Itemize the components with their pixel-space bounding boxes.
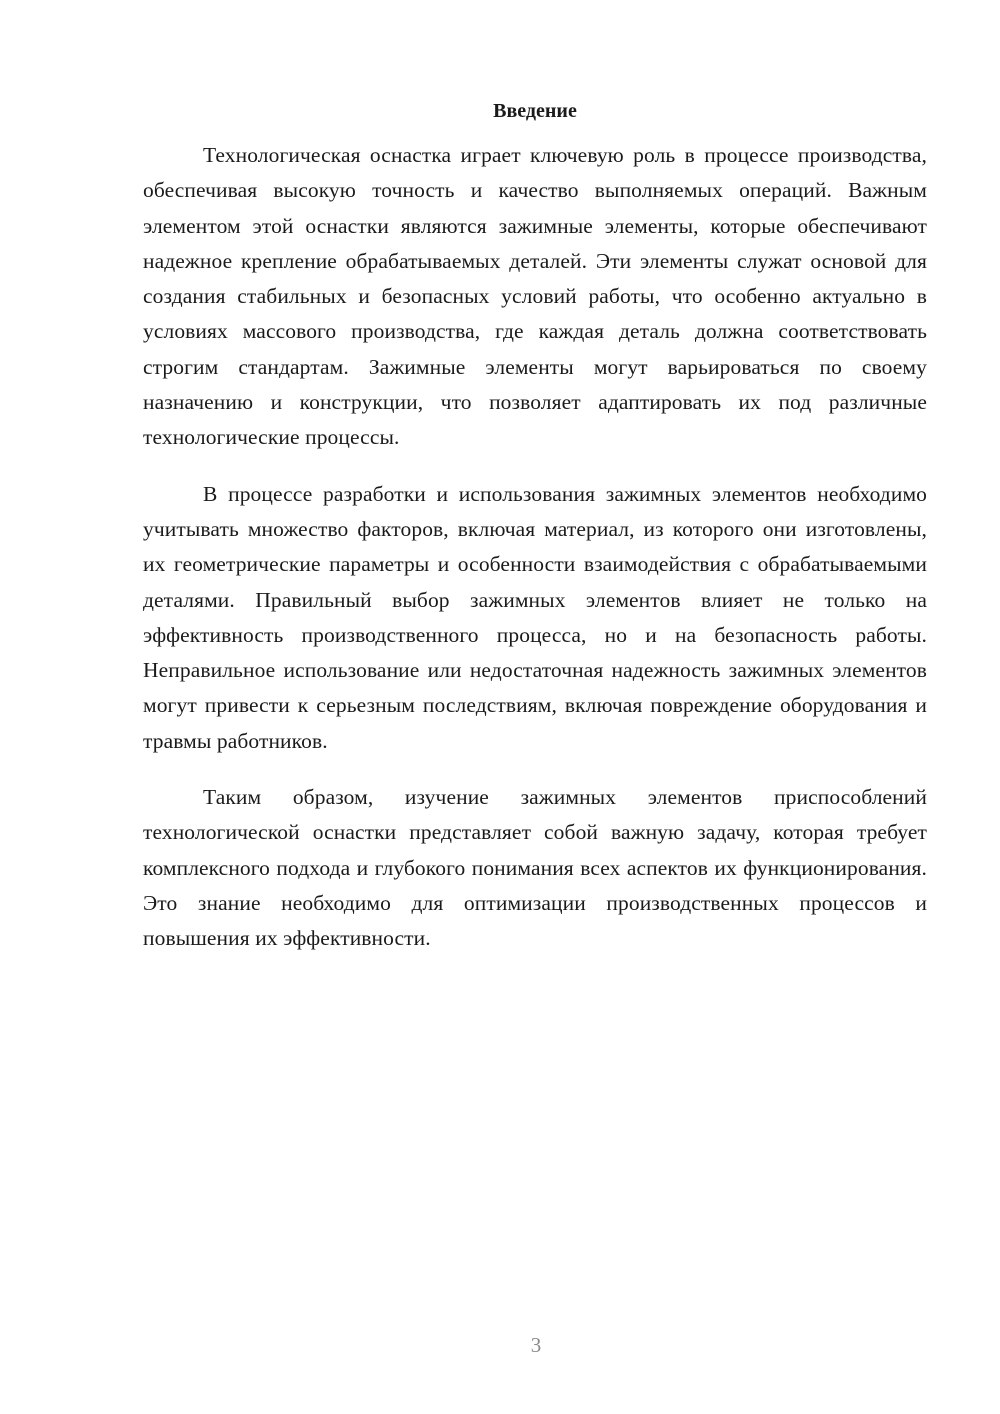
paragraph-3: Таким образом, изучение зажимных элементов приспособлений технологической оснастки представляет собой важную задачу, которая требует комплексного подхода и глубокого понимания всех аспектов их функционирования. Это знание необходимо для оптимизации производственных процессов и повышения их эффективности. <box>143 785 927 951</box>
page-body <box>143 96 927 957</box>
paragraph-1: Технологическая оснастка играет ключевую роль в процессе производства, обеспечивая высокую точность и качество выполняемых операций. Важным элементом этой оснастки являются зажимные элементы, которые обеспечивают надежное крепление обрабатываемых деталей. Эти элементы служат основой для создания стабильных и безопасных условий работы, что особенно актуально в условиях массового производства, где каждая деталь должна соответствовать строгим стандартам. Зажимные элементы могут варьироваться по своему назначению и конструкции, что позволяет адаптировать их под различные технологические процессы. <box>143 143 927 450</box>
section-title: Введение <box>493 100 577 122</box>
page-number: 3 <box>530 1333 542 1357</box>
paragraph-2: В процессе разработки и использования зажимных элементов необходимо учитывать множество факторов, включая материал, из которого они изготовлены, их геометрические параметры и особенности взаимодействия с обрабатываемыми деталями. Правильный выбор зажимных элементов влияет не только на эффективность производственного процесса, но и на безопасность работы. Неправильное использование или недостаточная надежность зажимных элементов могут привести к серьезным последствиям, включая повреждение оборудования и травмы работников. <box>143 481 927 753</box>
